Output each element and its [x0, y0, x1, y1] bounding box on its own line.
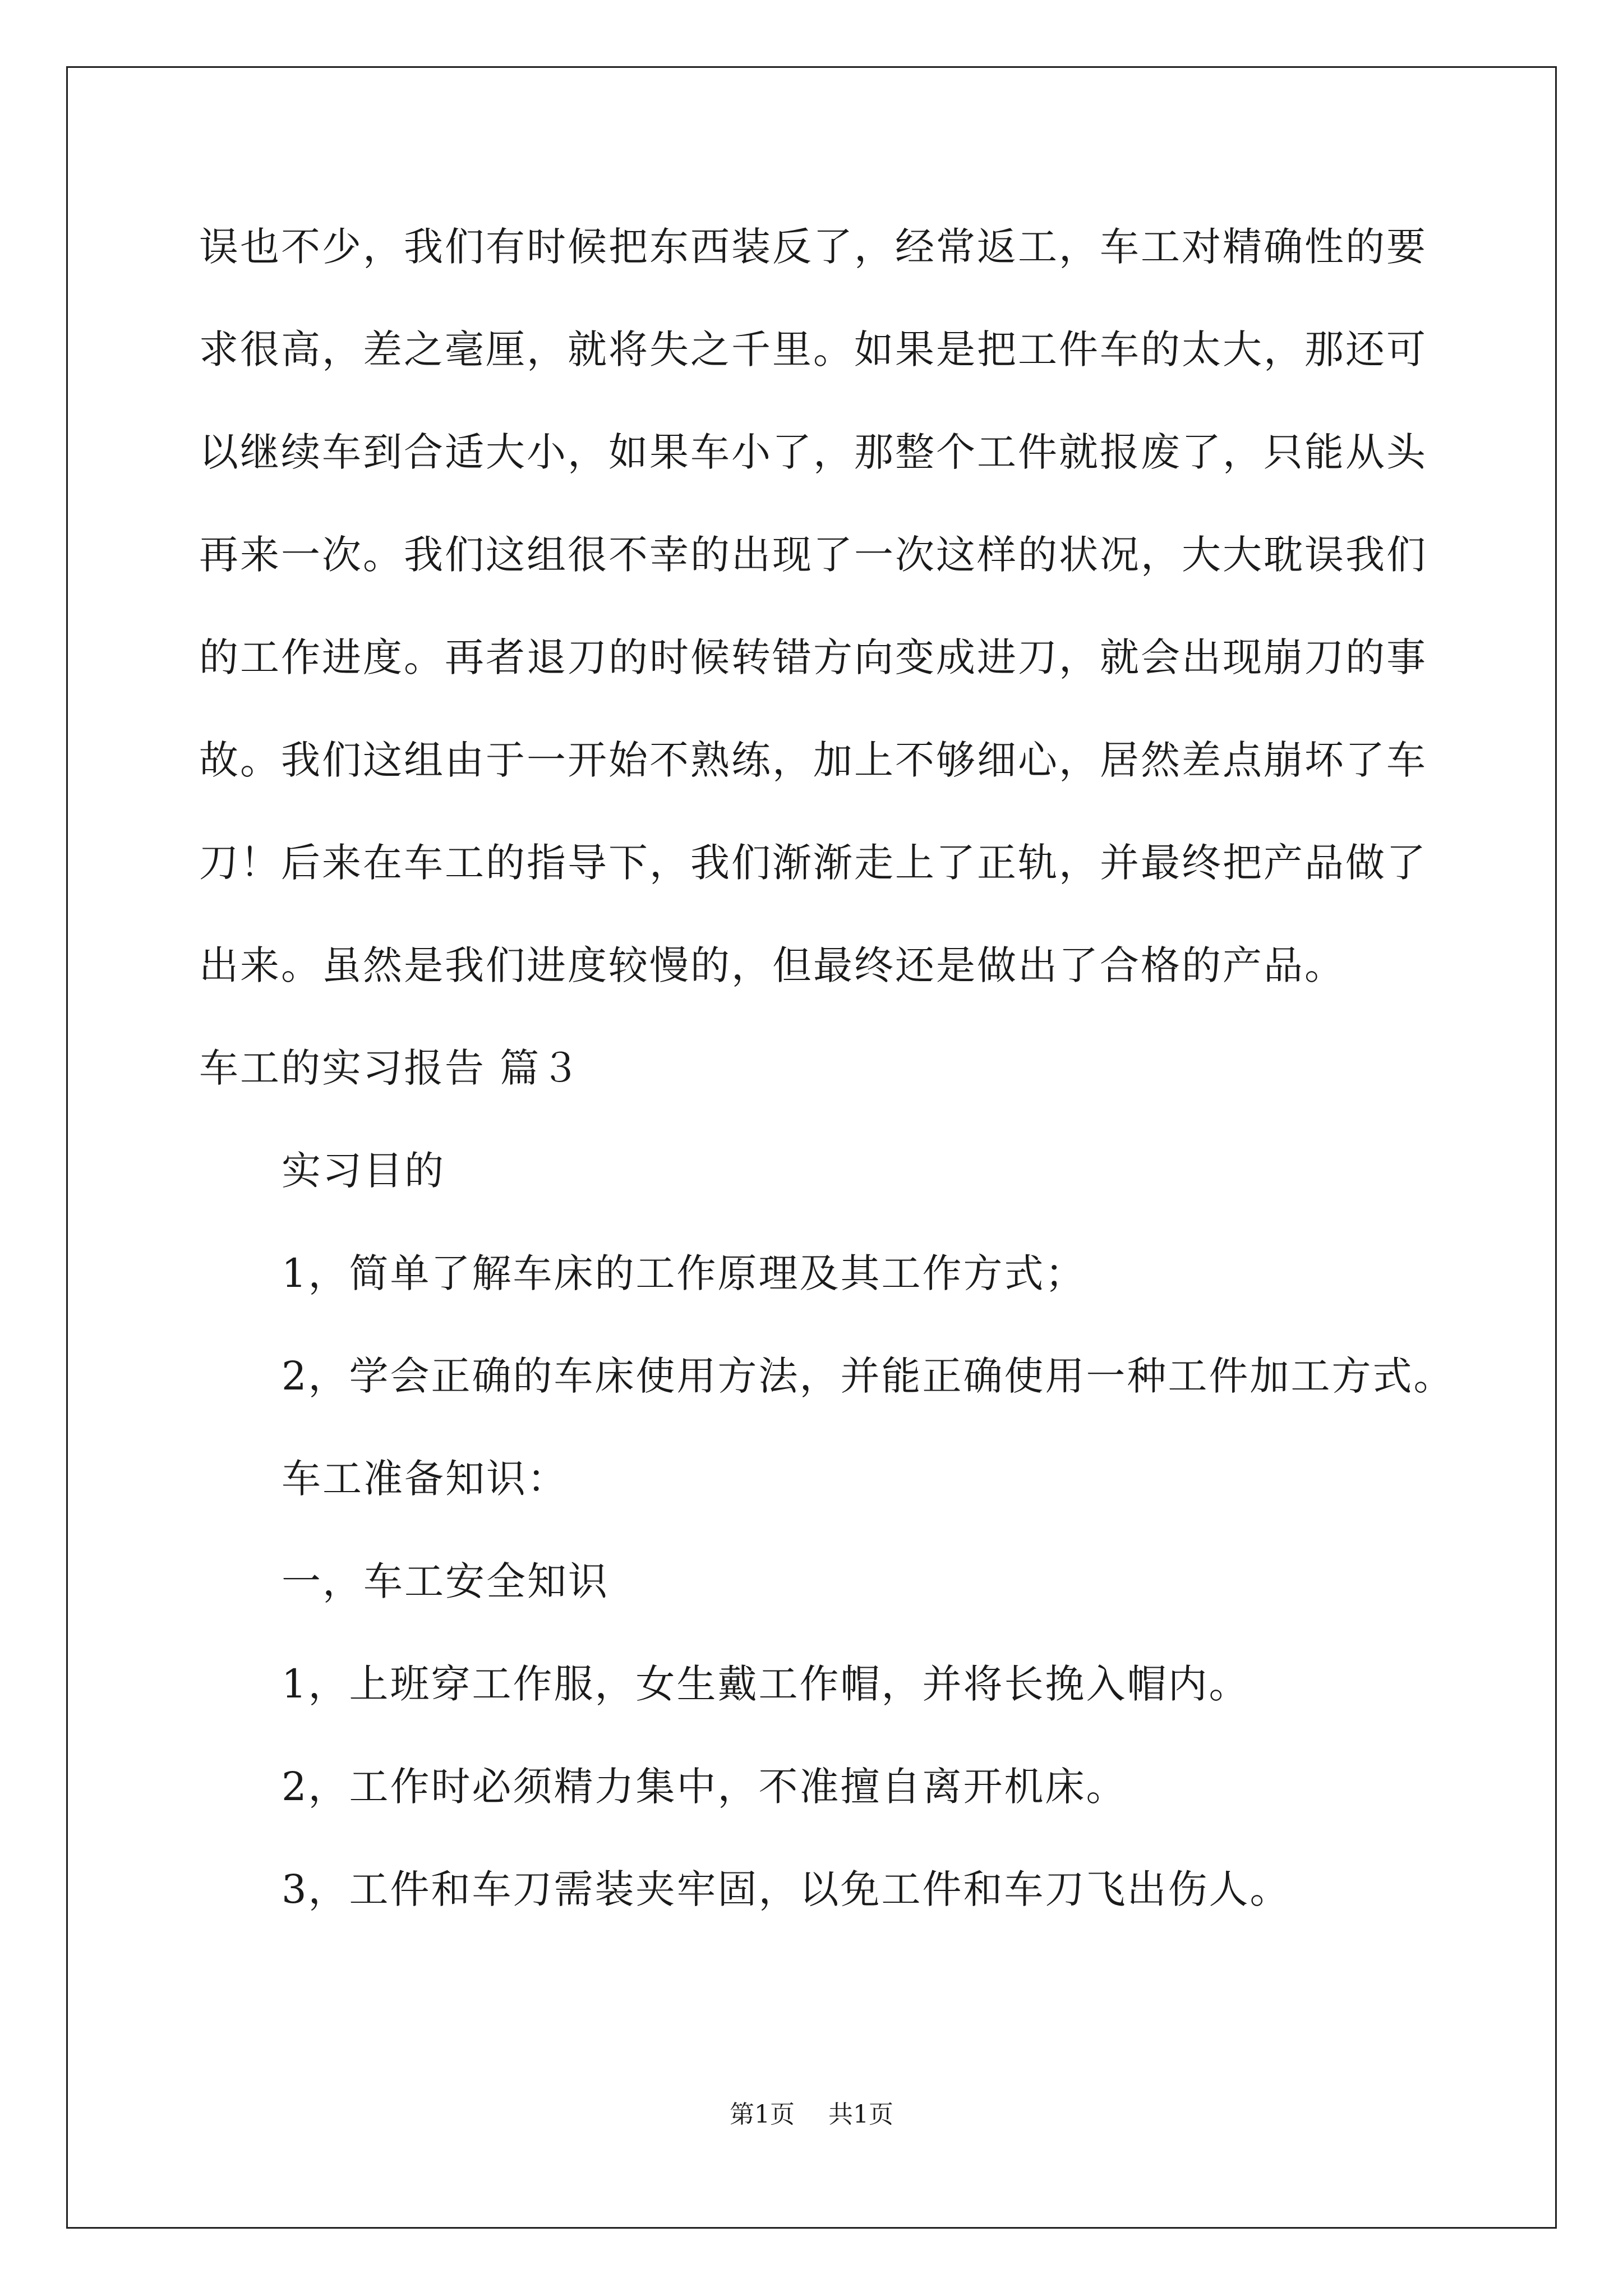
page-number: 第1页	[730, 2100, 795, 2129]
paragraph-line: 求很高，差之毫厘，就将失之千里。如果是把工件车的太大，那还可	[199, 326, 1427, 372]
list-item: 3，工件和车刀需装夹牢固，以免工件和车刀飞出伤人。	[282, 1866, 1291, 1912]
paragraph-line: 误也不少，我们有时候把东西装反了，经常返工，车工对精确性的要	[199, 224, 1427, 270]
page-footer	[0, 2098, 1623, 2132]
list-item: 实习目的	[282, 1148, 445, 1194]
paragraph-line: 出来。虽然是我们进度较慢的，但最终还是做出了合格的产品。	[199, 942, 1345, 988]
list-item: 1，上班穿工作服，女生戴工作帽，并将长挽入帽内。	[282, 1661, 1250, 1707]
list-item: 一，车工安全知识	[282, 1558, 609, 1604]
paragraph-line: 故。我们这组由于一开始不熟练，加上不够细心，居然差点崩坏了车	[199, 737, 1427, 783]
paragraph-line: 的工作进度。再者退刀的时候转错方向变成进刀，就会出现崩刀的事	[199, 634, 1427, 680]
list-item: 2，工作时必须精力集中，不准擅自离开机床。	[282, 1764, 1127, 1810]
page-total: 共1页	[828, 2100, 893, 2129]
paragraph-line: 刀！后来在车工的指导下，我们渐渐走上了正轨，并最终把产品做了	[199, 840, 1427, 886]
section-title: 车工的实习报告 篇３	[199, 1045, 582, 1091]
list-item: 2，学会正确的车床使用方法，并能正确使用一种工件加工方式。	[282, 1353, 1455, 1399]
list-item: 车工准备知识：	[282, 1456, 568, 1502]
list-item: 1，简单了解车床的工作原理及其工作方式；	[282, 1250, 1086, 1296]
paragraph-line: 以继续车到合适大小，如果车小了，那整个工件就报废了，只能从头	[199, 429, 1427, 475]
paragraph-line: 再来一次。我们这组很不幸的出现了一次这样的状况，大大耽误我们	[199, 532, 1427, 578]
